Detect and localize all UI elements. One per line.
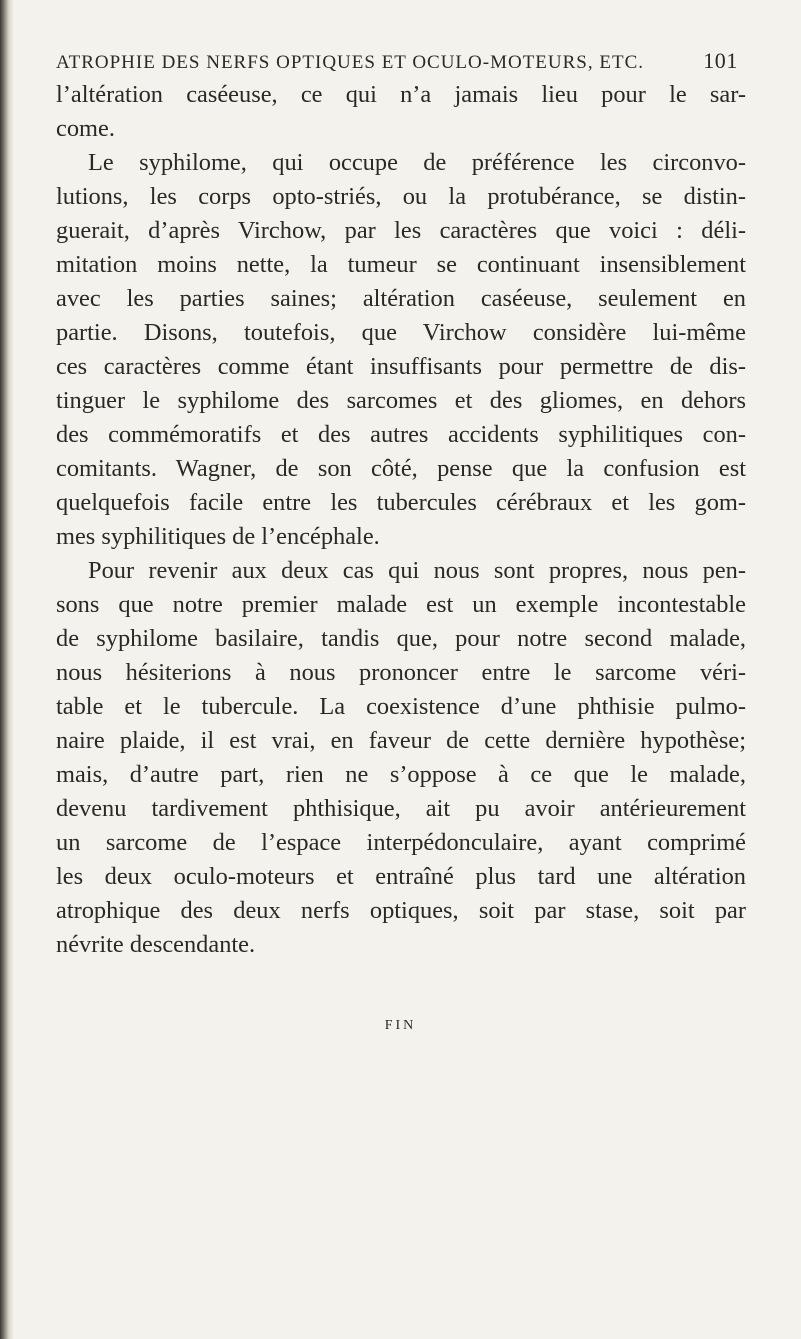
text-line: lutions, les corps opto-striés, ou la protubérance, se distin- <box>56 183 746 210</box>
text-line: l’altération caséeuse, ce qui n’a jamais lieu pour le sar- <box>56 81 746 108</box>
text-line: ces caractères comme étant insuffisants pour permettre de dis- <box>56 353 746 380</box>
text-line: tinguer le syphilome des sarcomes et des gliomes, en dehors <box>56 387 746 414</box>
text-line: comitants. Wagner, de son côté, pense que la confusion est <box>56 455 746 482</box>
text-line: naire plaide, il est vrai, en faveur de cette dernière hypothèse; <box>56 727 746 754</box>
text-body <box>56 78 746 962</box>
running-head-title: ATROPHIE DES NERFS OPTIQUES ET OCULO-MOTEURS, ETC. <box>56 52 645 73</box>
text-line: table et le tubercule. La coexistence d’une phthisie pulmo- <box>56 693 746 720</box>
text-line: atrophique des deux nerfs optiques, soit par stase, soit par <box>56 897 746 924</box>
text-line: les deux oculo-moteurs et entraîné plus tard une altération <box>56 863 746 890</box>
text-line: des commémoratifs et des autres accidents syphilitiques con- <box>56 421 746 448</box>
running-head <box>56 48 746 74</box>
text-line: sons que notre premier malade est un exemple incontestable <box>56 591 746 618</box>
text-line: guerait, d’après Virchow, par les caractères que voici : déli- <box>56 217 746 244</box>
text-line: mitation moins nette, la tumeur se continuant insensiblement <box>56 251 746 278</box>
page-body <box>56 48 746 962</box>
page-number: 101 <box>703 48 738 73</box>
text-line: névrite descendante. <box>56 931 256 958</box>
text-line: mes syphilitiques de l’encéphale. <box>56 523 380 550</box>
text-line: devenu tardivement phthisique, ait pu avoir antérieurement <box>56 795 746 822</box>
text-line: de syphilome basilaire, tandis que, pour notre second malade, <box>56 625 746 652</box>
text-line: nous hésiterions à nous prononcer entre le sarcome véri- <box>56 659 746 686</box>
fin-mark: FIN <box>384 1018 417 1033</box>
text-line: mais, d’autre part, rien ne s’oppose à ce que le malade, <box>56 761 746 788</box>
text-line: avec les parties saines; altération caséeuse, seulement en <box>56 285 746 312</box>
text-line: Pour revenir aux deux cas qui nous sont propres, nous pen- <box>88 557 746 584</box>
text-line: partie. Disons, toutefois, que Virchow considère lui-même <box>56 319 746 346</box>
text-line: come. <box>56 115 115 142</box>
text-line: quelquefois facile entre les tubercules cérébraux et les gom- <box>56 489 746 516</box>
text-line: Le syphilome, qui occupe de préférence les circonvo- <box>88 149 746 176</box>
text-line: un sarcome de l’espace interpédonculaire, ayant comprimé <box>56 829 746 856</box>
binding-shadow <box>0 0 14 1339</box>
